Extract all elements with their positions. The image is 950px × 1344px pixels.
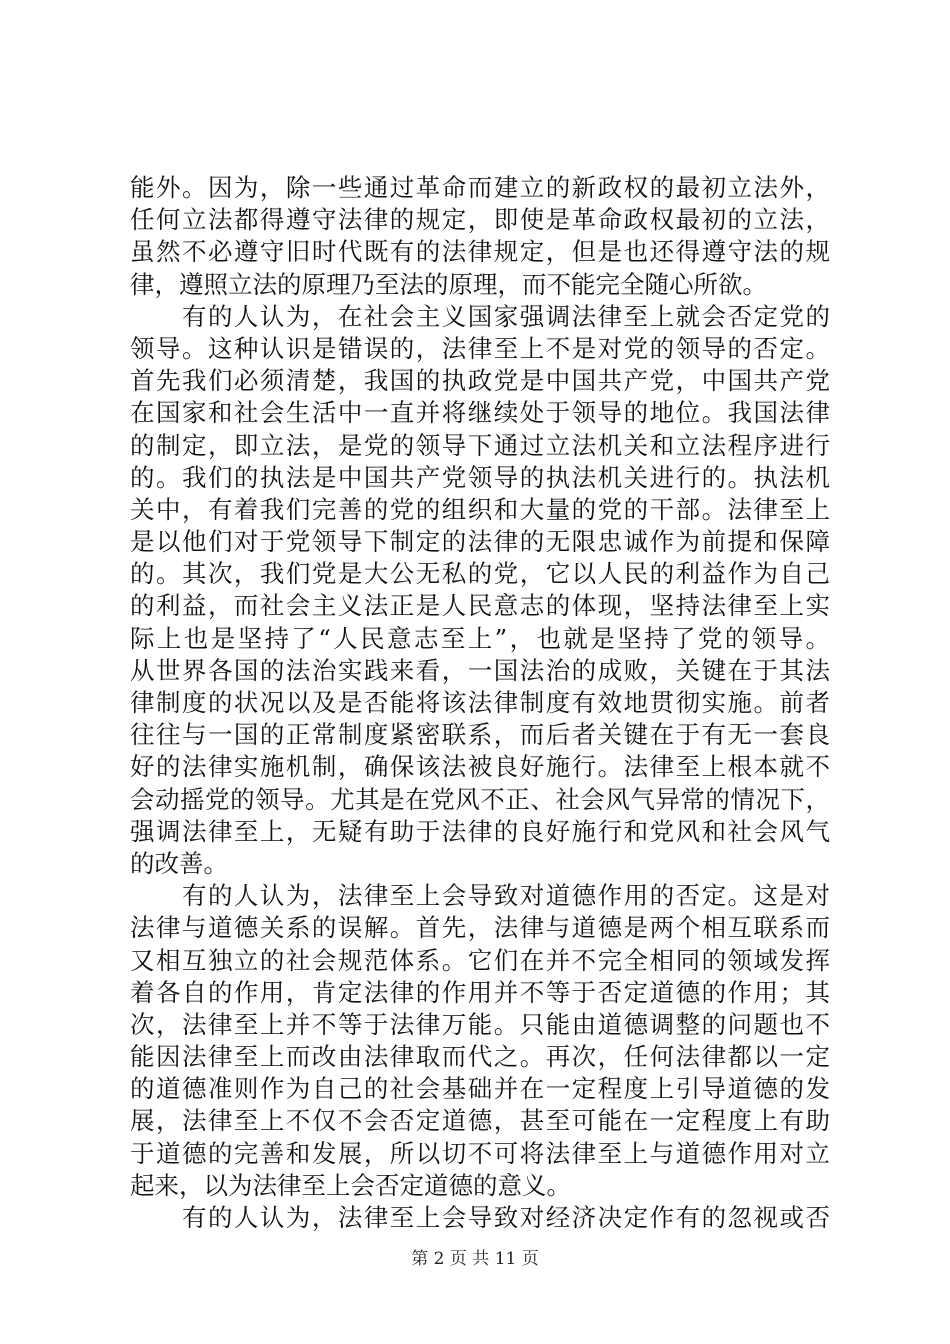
text-line: 有的人认为，在社会主义国家强调法律至上就会否定党的 (130, 301, 830, 331)
text-line: 于道德的完善和发展，所以切不可将法律至上与道德作用对立 (130, 1138, 830, 1168)
text-line: 好的法律实施机制，确保该法被良好施行。法律至上根本就不 (130, 752, 830, 782)
text-line: 领导。这种认识是错误的，法律至上不是对党的领导的否定。 (130, 333, 830, 363)
text-line: 律制度的状况以及是否能将该法律制度有效地贯彻实施。前者 (130, 688, 830, 717)
text-line: 展，法律至上不仅不会否定道德，甚至可能在一定程度上有助 (130, 1106, 830, 1136)
text-line: 的。其次，我们党是大公无私的党，它以人民的利益作为自己 (130, 559, 830, 589)
text-line: 是以他们对于党领导下制定的法律的无限忠诚作为前提和保障 (130, 527, 830, 557)
text-line: 关中，有着我们完善的党的组织和大量的党的干部。法律至上 (130, 494, 830, 524)
text-line: 首先我们必须清楚，我国的执政党是中国共产党，中国共产党 (130, 366, 830, 396)
text-line: 法律与道德关系的误解。首先，法律与道德是两个相互联系而 (130, 913, 830, 943)
text-line: 能因法律至上而改由法律取而代之。再次，任何法律都以一定 (130, 1042, 830, 1072)
text-line: 从世界各国的法治实践来看，一国法治的成败，关键在于其法 (130, 655, 830, 685)
text-line: 的道德准则作为自己的社会基础并在一定程度上引导道德的发 (130, 1074, 830, 1104)
text-line: 律，遵照立法的原理乃至法的原理，而不能完全随心所欲。 (130, 269, 767, 299)
text-line: 的。我们的执法是中国共产党领导的执法机关进行的。执法机 (130, 462, 830, 492)
text-line: 又相互独立的社会规范体系。它们在并不完全相同的领域发挥 (130, 945, 830, 975)
text-line: 着各自的作用，肯定法律的作用并不等于否定道德的作用；其 (130, 977, 830, 1007)
document-body (130, 172, 830, 1234)
text-line: 的改善。 (130, 848, 228, 878)
text-line: 际上也是坚持了“人民意志至上”，也就是坚持了党的领导。 (130, 623, 830, 653)
text-line: 能外。因为，除一些通过革命而建立的新政权的最初立法外， (130, 173, 830, 202)
text-line: 有的人认为，法律至上会导致对经济决定作有的忽视或否 (130, 1203, 830, 1232)
page-footer: 第 2 页 共 11 页 (411, 1249, 539, 1269)
text-line: 起来，以为法律至上会否定道德的意义。 (130, 1170, 571, 1200)
text-line: 在国家和社会生活中一直并将继续处于领导的地位。我国法律 (130, 398, 830, 428)
text-line: 会动摇党的领导。尤其是在党风不正、社会风气异常的情况下， (130, 784, 830, 814)
text-line: 往往与一国的正常制度紧密联系，而后者关键在于有无一套良 (130, 720, 830, 750)
text-line: 次，法律至上并不等于法律万能。只能由道德调整的问题也不 (130, 1009, 830, 1039)
text-line: 任何立法都得遵守法律的规定，即使是革命政权最初的立法， (130, 205, 830, 235)
text-line: 有的人认为，法律至上会导致对道德作用的否定。这是对 (130, 881, 830, 911)
text-line: 强调法律至上，无疑有助于法律的良好施行和党风和社会风气 (130, 816, 830, 846)
text-line: 的制定，即立法，是党的领导下通过立法机关和立法程序进行 (130, 430, 830, 460)
text-line: 的利益，而社会主义法正是人民意志的体现，坚持法律至上实 (130, 591, 830, 621)
text-line: 虽然不必遵守旧时代既有的法律规定，但是也还得遵守法的规 (130, 237, 830, 267)
